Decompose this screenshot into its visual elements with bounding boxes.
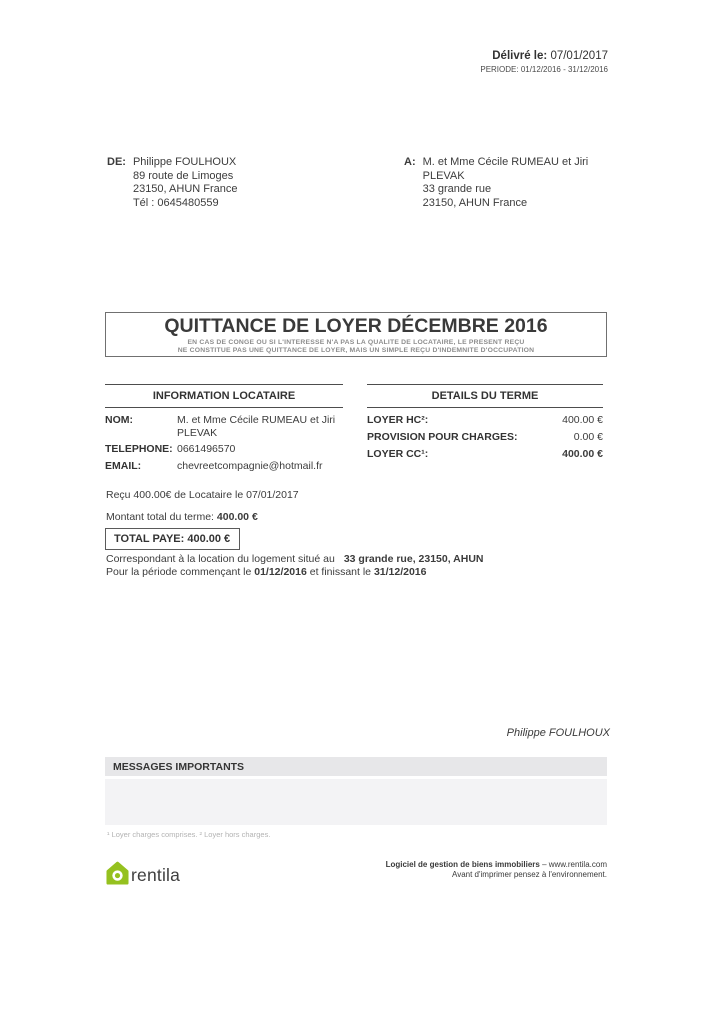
period-end-date: 31/12/2016 (373, 565, 427, 578)
term-details-section (367, 384, 603, 465)
charges-label: PROVISION POUR CHARGES: (367, 431, 518, 443)
sender-block (107, 156, 238, 210)
footer-tagline-url: – www.rentila.com (539, 860, 607, 869)
period-text-1: Pour la période commençant le (106, 565, 255, 578)
charges-row (367, 431, 603, 443)
location-text: Correspondant à la location du logement situé au (106, 553, 335, 565)
recipient-block (404, 156, 588, 210)
rentila-house-icon (106, 861, 129, 890)
recipient-name-line1: M. et Mme Cécile RUMEAU et Jiri (422, 156, 589, 168)
tenant-email-label: EMAIL: (105, 459, 142, 472)
title-box (105, 312, 607, 357)
total-term-value: 400.00 € (216, 511, 258, 523)
important-messages-header: MESSAGES IMPORTANTS (105, 757, 607, 776)
sender-label: DE: (107, 156, 126, 168)
rent-cc-row (367, 448, 603, 460)
location-address: 33 grande rue, 23150, AHUN (343, 553, 484, 565)
footer-tagline (386, 860, 607, 870)
period-text-2: et finissant le (306, 565, 374, 578)
recipient-street: 33 grande rue (422, 183, 492, 195)
period-start-date: 01/12/2016 (254, 565, 307, 578)
term-details-rows (367, 414, 603, 460)
location-line (106, 553, 484, 566)
rent-hc-label: LOYER HC²: (367, 414, 429, 426)
delivery-info-block (480, 50, 608, 74)
disclaimer-line2: NE CONSTITUE PAS UNE QUITTANCE DE LOYER, MAIS UN SIMPLE REÇU D'INDEMNITE D'OCCUPATION (177, 347, 535, 354)
period-text: PERIODE: 01/12/2016 - 31/12/2016 (480, 65, 608, 74)
disclaimer-line1: EN CAS DE CONGE OU SI L'INTERESSE N'A PAS LA QUALITE DE LOCATAIRE, LE PRESENT REÇU (187, 339, 525, 346)
footnote-legend: ¹ Loyer charges comprises. ² Loyer hors charges. (107, 830, 271, 839)
rent-cc-label: LOYER CC¹: (367, 448, 429, 460)
title-disclaimer (106, 339, 606, 355)
sender-address (133, 156, 238, 210)
location-period-statement (106, 553, 484, 578)
sender-street: 89 route de Limoges (132, 169, 234, 182)
important-messages-body (105, 779, 607, 825)
tenant-info-rows (105, 414, 343, 472)
period-line (106, 566, 484, 579)
tenant-email-value: chevreetcompagnie@hotmail.fr (177, 459, 323, 472)
delivered-label: Délivré le: (492, 50, 548, 62)
landlord-signature: Philippe FOULHOUX (506, 727, 610, 739)
footer-tagline-bold: Logiciel de gestion de biens immobiliers (385, 860, 540, 869)
tenant-name-label: NOM: (105, 414, 133, 426)
tenant-phone-label: TELEPHONE: (105, 443, 173, 455)
recipient-label: A: (404, 156, 416, 168)
term-details-header: DETAILS DU TERME (367, 384, 603, 408)
total-term-statement (106, 511, 258, 523)
delivered-line (480, 50, 608, 62)
sender-name: Philippe FOULHOUX (132, 156, 237, 168)
sender-city: 23150, AHUN France (132, 183, 238, 195)
footer-eco-line: Avant d'imprimer pensez à l'environnement. (452, 870, 607, 879)
rent-hc-value: 400.00 € (562, 414, 603, 426)
recipient-city: 23150, AHUN France (422, 196, 528, 209)
sender-phone: Tél : 0645480559 (132, 196, 219, 209)
document-title: QUITTANCE DE LOYER DÉCEMBRE 2016 (164, 315, 548, 337)
rentila-logo (106, 861, 180, 890)
total-term-label: Montant total du terme: (106, 511, 217, 523)
rentila-wordmark: rentila (131, 865, 181, 885)
recipient-address (423, 156, 589, 210)
recipient-name-line2: PLEVAK (422, 169, 465, 182)
rent-hc-row (367, 414, 603, 426)
tenant-info-header: INFORMATION LOCATAIRE (105, 384, 343, 408)
footer-tagline-block (386, 860, 607, 880)
delivered-date: 07/01/2017 (550, 50, 608, 62)
rent-cc-value: 400.00 € (562, 448, 603, 460)
received-statement: Reçu 400.00€ de Locataire le 07/01/2017 (106, 489, 299, 501)
tenant-phone-value: 0661496570 (177, 443, 236, 455)
charges-value: 0.00 € (573, 431, 603, 443)
tenant-name-value: M. et Mme Cécile RUMEAU et Jiri PLEVAK (177, 414, 336, 439)
total-paid-box: TOTAL PAYE: 400.00 € (105, 528, 240, 550)
tenant-info-section (105, 384, 343, 472)
